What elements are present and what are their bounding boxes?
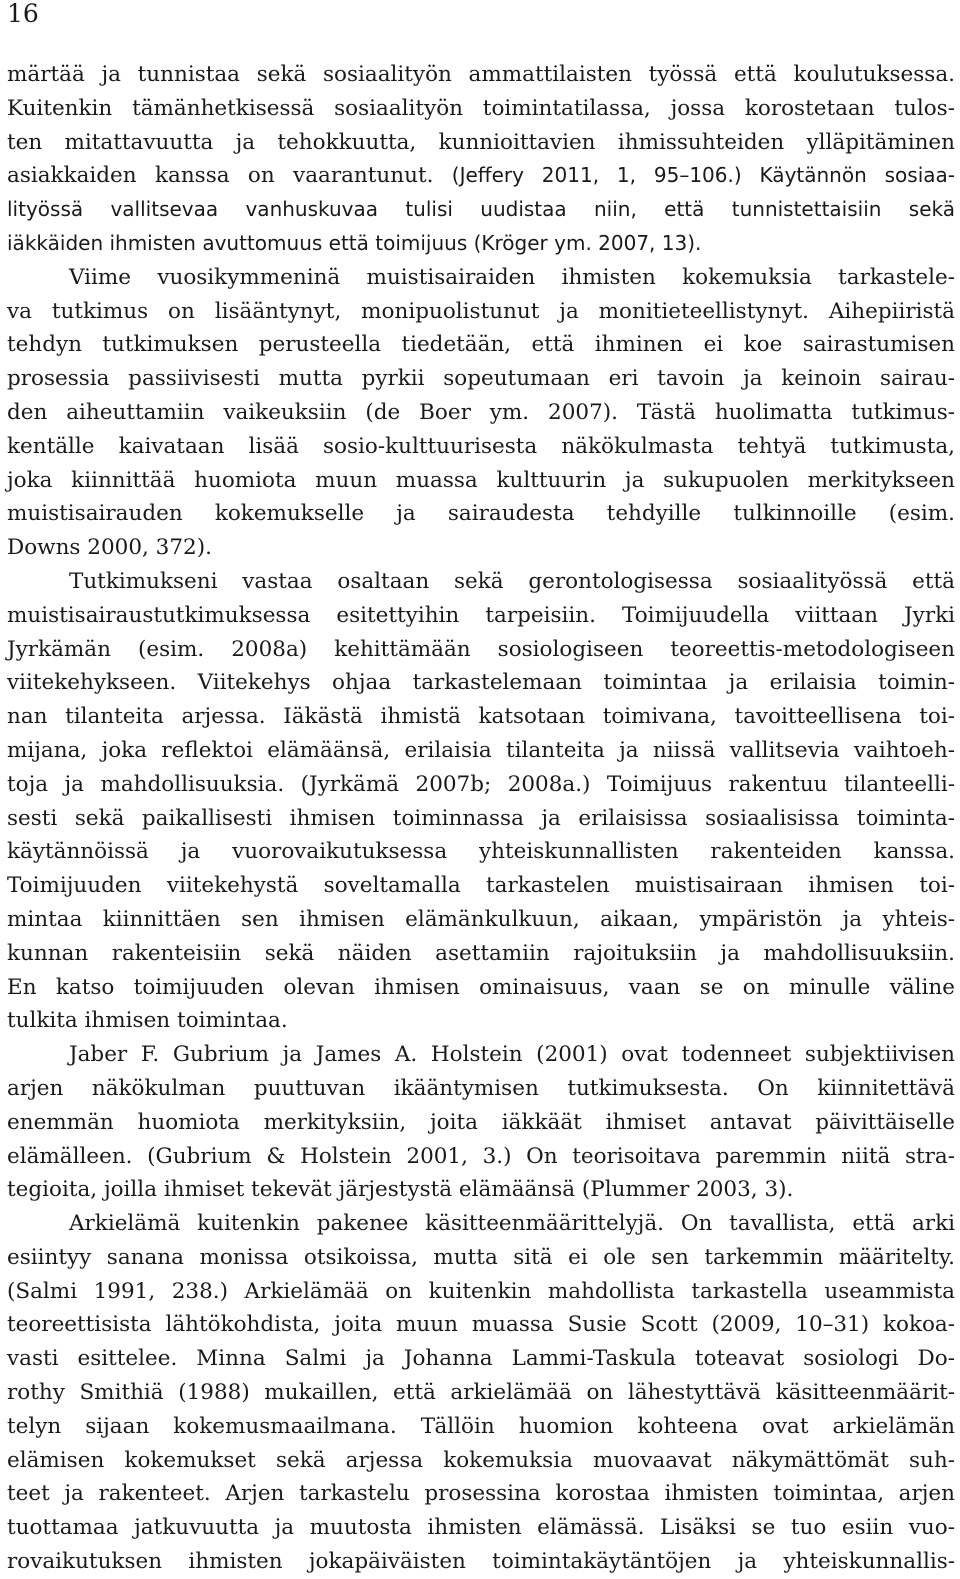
text-line: kunnan rakenteisiin sekä näiden asettamiin rajoituksiin ja mahdollisuuksiin.: [7, 940, 955, 966]
text-line: sesti sekä paikallisesti ihmisen toiminnassa ja erilaisissa sosiaalisissa toiminta-: [7, 805, 955, 831]
page-number: 16: [7, 0, 39, 28]
text-line: teet ja rakenteet. Arjen tarkastelu prosessina korostaa ihmisten toimintaa, arjen: [7, 1481, 955, 1507]
text-line: rovaikutuksen ihmisten jokapäiväisten toimintakäytäntöjen ja yhteiskunnallis-: [7, 1549, 955, 1575]
text-line: Jaber F. Gubrium ja James A. Holstein (2001) ovat todenneet subjektiivisen: [69, 1042, 955, 1068]
body-text: [7, 58, 955, 1579]
text-line: tehdyn tutkimuksen perusteella tiedetään, että ihminen ei koe sairastumisen: [7, 332, 955, 358]
text-line: toja ja mahdollisuuksia. (Jyrkämä 2007b; 2008a.) Toimijuus rakentuu tilanteelli-: [7, 771, 955, 797]
text-line: joka kiinnittää huomiota muun muassa kulttuurin ja sukupuolen merkitykseen: [7, 467, 955, 493]
text-line: Jyrkämän (esim. 2008a) kehittämään sosiologiseen teoreettis-metodologiseen: [7, 636, 955, 662]
text-line: den aiheuttamiin vaikeuksiin (de Boer ym. 2007). Tästä huolimatta tutkimus-: [7, 399, 955, 425]
text-line: mijana, joka reflektoi elämäänsä, erilaisia tilanteita ja niissä vallitsevia vaihtoeh-: [7, 737, 955, 763]
text-line: elämälleen. (Gubrium & Holstein 2001, 3.) On teorisoitava paremmin niitä stra-: [7, 1143, 955, 1169]
text-line: ten mitattavuutta ja tehokkuutta, kunnioittavien ihmissuhteiden ylläpitäminen: [7, 129, 955, 155]
text-line: arjen näkökulman puuttuvan ikääntymisen tutkimuksesta. On kiinnitettävä: [7, 1075, 955, 1101]
text-line: enemmän huomiota merkityksiin, joita iäkkäät ihmiset antavat päivittäiselle: [7, 1109, 955, 1135]
text-line: viitekehykseen. Viitekehys ohjaa tarkastelemaan toimintaa ja erilaisia toimin-: [7, 670, 955, 696]
text-line: elämisen kokemukset sekä arjessa kokemuksia muovaavat näkymättömät suh-: [7, 1447, 955, 1473]
text-line: esiintyy sanana monissa otsikoissa, mutta sitä ei ole sen tarkemmin määritelty.: [7, 1244, 955, 1270]
text-line: (Salmi 1991, 238.) Arkielämää on kuitenkin mahdollista tarkastella useammista: [7, 1278, 955, 1304]
text-segment: asiakkaiden kanssa on vaarantunut.: [7, 163, 452, 189]
text-line: muistisairauden kokemukselle ja sairaudesta tehdyille tulkinnoille (esim.: [7, 501, 955, 527]
text-segment: (Jeffery 2011, 1, 95–106.) Käytännön sosiaa-: [451, 163, 955, 188]
text-line: mintaa kiinnittäen sen ihmisen elämänkulkuun, aikaan, ympäristön ja yhteis-: [7, 906, 955, 932]
text-line: vasti esittelee. Minna Salmi ja Johanna Lammi-Taskula toteavat sosiologi Do-: [7, 1346, 955, 1372]
text-line: Viime vuosikymmeninä muistisairaiden ihmisten kokemuksia tarkastele-: [69, 264, 955, 290]
text-line: [7, 159, 955, 193]
text-line: muistisairaustutkimuksessa esitettyihin tarpeisiin. Toimijuudella viittaan Jyrki: [7, 602, 955, 628]
text-line: prosessia passiivisesti mutta pyrkii sopeutumaan eri tavoin ja keinoin sairau-: [7, 366, 955, 392]
text-line: Arkielämä kuitenkin pakenee käsitteenmäärittelyjä. On tavallista, että arki: [69, 1211, 955, 1237]
text-line: Kuitenkin tämänhetkisessä sosiaalityön toimintatilassa, jossa korostetaan tulos-: [7, 95, 955, 121]
text-line: märtää ja tunnistaa sekä sosiaalityön ammattilaisten työssä että koulutuksessa.: [7, 62, 955, 87]
text-line: En katso toimijuuden olevan ihmisen ominaisuus, vaan se on minulle väline: [7, 974, 955, 1000]
text-line: tegioita, joilla ihmiset tekevät järjestystä elämäänsä (Plummer 2003, 3).: [7, 1177, 794, 1203]
text-line: va tutkimus on lisääntynyt, monipuolistunut ja monitieteellistynyt. Aihepiiristä: [7, 298, 955, 324]
text-line: kentälle kaivataan lisää sosio-kulttuurisesta näkökulmasta tehtyä tutkimusta,: [7, 433, 955, 459]
text-line: rothy Smithiä (1988) mukaillen, että arkielämää on lähestyttävä käsitteenmäärit-: [7, 1380, 955, 1406]
text-line: nan tilanteita arjessa. Iäkästä ihmistä katsotaan toimivana, tavoitteellisena toi-: [7, 704, 955, 730]
text-line: telyn sijaan kokemusmaailmana. Tällöin huomion kohteena ovat arkielämän: [7, 1413, 955, 1439]
text-line: Toimijuuden viitekehystä soveltamalla tarkastelen muistisairaan ihmisen toi-: [7, 873, 955, 899]
text-line: tuottamaa jatkuvuutta ja muutosta ihmisten elämässä. Lisäksi se tuo esiin vuo-: [7, 1515, 955, 1541]
text-line: käytännöissä ja vuorovaikutuksessa yhteiskunnallisten rakenteiden kanssa.: [7, 839, 955, 865]
text-line: Tutkimukseni vastaa osaltaan sekä gerontologisessa sosiaalityössä että: [69, 568, 955, 594]
text-line: lityössä vallitsevaa vanhuskuvaa tulisi uudistaa niin, että tunnistettaisiin sekä: [7, 197, 955, 222]
text-line: iäkkäiden ihmisten avuttomuus että toimijuus (Kröger ym. 2007, 13).: [7, 230, 702, 255]
text-line: teoreettisista lähtökohdista, joita muun muassa Susie Scott (2009, 10–31) kokoa-: [7, 1312, 955, 1338]
text-line: tulkita ihmisen toimintaa.: [7, 1008, 288, 1034]
text-line: Downs 2000, 372).: [7, 535, 212, 561]
